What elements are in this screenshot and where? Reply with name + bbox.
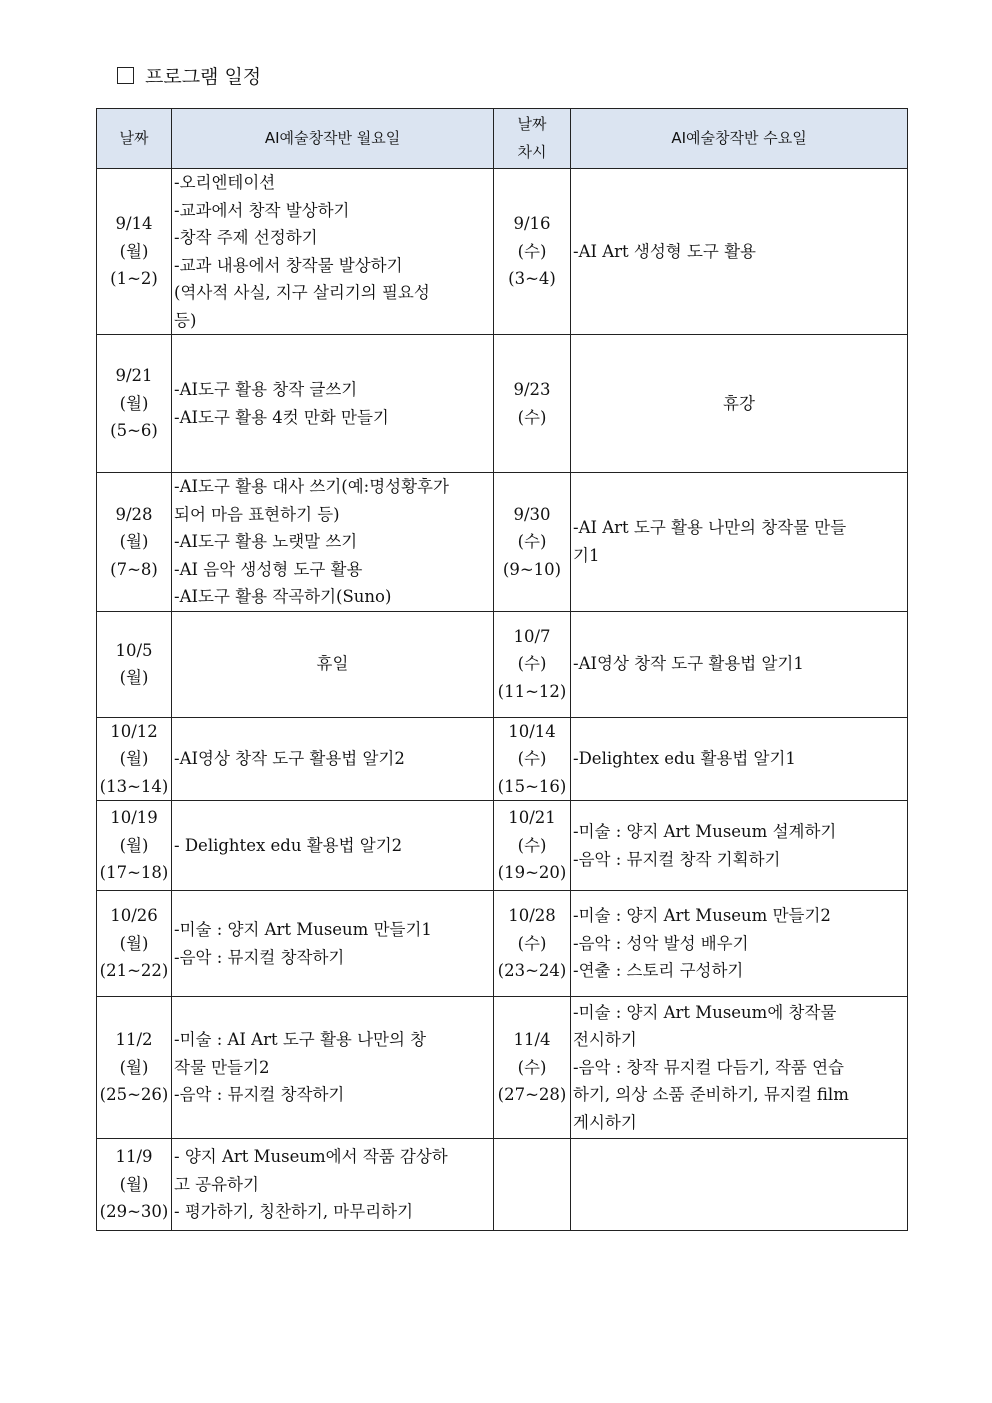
monday-content-cell-line: -음악 : 뮤지컬 창작하기 — [174, 1085, 345, 1105]
schedule-table — [96, 108, 908, 1231]
monday-date-cell-line: (월) — [119, 1057, 149, 1077]
wednesday-content-cell-line: 휴강 — [723, 393, 755, 413]
monday-date-cell — [97, 801, 172, 891]
monday-content-cell-line: -AI도구 활용 4컷 만화 만들기 — [174, 407, 389, 427]
wednesday-date-cell-line: (수) — [517, 532, 547, 551]
wednesday-date-cell-line: (11~12) — [497, 681, 567, 701]
wednesday-content-cell — [571, 169, 908, 335]
wednesday-content-cell — [571, 997, 908, 1139]
monday-content-cell-line: -AI영상 창작 도구 활용법 알기2 — [174, 749, 405, 768]
wednesday-content-cell — [571, 717, 908, 801]
wednesday-content-cell — [571, 801, 908, 891]
wednesday-date-cell — [494, 801, 571, 891]
monday-date-cell-line: (월) — [119, 668, 149, 687]
monday-date-cell — [97, 335, 172, 473]
monday-content-cell-line: -창작 주제 선정하기 — [174, 228, 318, 247]
table-row — [97, 473, 908, 612]
monday-date-cell-line: (25~26) — [99, 1085, 169, 1105]
wednesday-date-cell-line: (15~16) — [497, 776, 567, 796]
wednesday-content-cell-line: -음악 : 성악 발성 배우기 — [573, 933, 749, 953]
wednesday-date-cell-line: 9/30 — [513, 504, 551, 524]
wednesday-date-cell-line: 10/14 — [508, 721, 556, 741]
table-row — [97, 891, 908, 997]
wednesday-content-cell — [571, 335, 908, 473]
table-row — [97, 717, 908, 801]
monday-content-cell-line: 작물 만들기2 — [174, 1057, 270, 1077]
monday-date-cell-line: 9/14 — [115, 214, 153, 234]
wednesday-date-cell-line: (수) — [517, 407, 547, 427]
wednesday-date-cell-line: 10/28 — [508, 906, 556, 926]
wednesday-date-cell-line: 9/16 — [513, 214, 551, 234]
monday-content-cell-line: - 양지 Art Museum에서 작품 감상하 — [174, 1147, 448, 1167]
monday-date-cell-line: 9/28 — [115, 504, 153, 524]
monday-content-cell-line: -오리엔테이션 — [174, 173, 276, 192]
monday-content-cell-line: -미술 : 양지 Art Museum 만들기1 — [174, 920, 432, 939]
wednesday-content-cell-line: -AI Art 생성형 도구 활용 — [573, 241, 756, 261]
header-monday-class: AI예술창작반 월요일 — [172, 109, 494, 169]
monday-date-cell-line: (월) — [119, 532, 149, 551]
wednesday-content-cell-line: -미술 : 양지 Art Museum 만들기2 — [573, 906, 831, 926]
wednesday-date-cell — [494, 997, 571, 1139]
monday-content-cell-line: - Delightex edu 활용법 알기2 — [174, 835, 403, 855]
wednesday-content-cell-line: -AI영상 창작 도구 활용법 알기1 — [573, 654, 804, 674]
monday-date-cell — [97, 169, 172, 335]
checkbox-square-icon — [117, 67, 134, 84]
monday-content-cell-line: 휴일 — [316, 654, 349, 674]
wednesday-date-cell-line: (9~10) — [502, 559, 562, 579]
section-heading — [117, 62, 261, 89]
header-date-label: 날짜 — [517, 115, 547, 133]
wednesday-date-cell-line: (수) — [517, 835, 547, 855]
wednesday-date-cell — [494, 473, 571, 612]
header-date-mon: 날짜 — [97, 109, 172, 169]
monday-date-cell-line: (월) — [119, 835, 149, 855]
wednesday-date-cell-line: (수) — [517, 933, 547, 953]
wednesday-content-cell — [571, 1139, 908, 1231]
monday-content-cell — [172, 611, 494, 717]
monday-content-cell-line: -교과에서 창작 발상하기 — [174, 200, 350, 220]
monday-content-cell — [172, 891, 494, 997]
monday-date-cell-line: 11/9 — [115, 1147, 153, 1167]
monday-date-cell-line: 10/5 — [115, 640, 153, 660]
wednesday-date-cell — [494, 717, 571, 801]
monday-date-cell-line: (월) — [119, 393, 149, 413]
wednesday-content-cell — [571, 891, 908, 997]
wednesday-content-cell-line: -연출 : 스토리 구성하기 — [573, 961, 744, 981]
wednesday-content-cell-line: 게시하기 — [573, 1112, 637, 1132]
wednesday-content-cell-line: -미술 : 양지 Art Museum에 창작물 — [573, 1002, 837, 1022]
monday-content-cell-line: -음악 : 뮤지컬 창작하기 — [174, 947, 345, 967]
monday-content-cell-line: -AI 음악 생성형 도구 활용 — [174, 559, 363, 579]
monday-date-cell-line: (21~22) — [99, 961, 169, 981]
monday-content-cell-line: 등) — [174, 310, 197, 330]
wednesday-date-cell-line: 10/21 — [508, 808, 556, 828]
monday-content-cell-line: -AI도구 활용 대사 쓰기(예:명성황후가 — [174, 477, 449, 496]
monday-date-cell-line: 10/19 — [110, 808, 158, 828]
monday-content-cell-line: -AI도구 활용 창작 글쓰기 — [174, 380, 358, 399]
monday-content-cell-line: -교과 내용에서 창작물 발상하기 — [174, 255, 403, 275]
monday-content-cell-line: 되어 마음 표현하기 등) — [174, 504, 340, 524]
monday-content-cell-line: 고 공유하기 — [174, 1174, 259, 1194]
wednesday-content-cell-line: -AI Art 도구 활용 나만의 창작물 만들 — [573, 518, 847, 538]
wednesday-content-cell-line: -음악 : 창작 뮤지컬 다듬기, 작품 연습 — [573, 1057, 844, 1077]
monday-date-cell — [97, 611, 172, 717]
monday-date-cell-line: (5~6) — [110, 421, 158, 441]
table-row — [97, 997, 908, 1139]
header-date-session — [494, 109, 571, 169]
header-session-label: 차시 — [517, 142, 547, 161]
table-row — [97, 801, 908, 891]
monday-date-cell-line: (17~18) — [99, 863, 169, 883]
wednesday-date-cell-line: (27~28) — [497, 1085, 567, 1105]
wednesday-content-cell — [571, 611, 908, 717]
monday-content-cell-line: (역사적 사실, 지구 살리기의 필요성 — [174, 283, 430, 302]
monday-content-cell — [172, 473, 494, 612]
wednesday-date-cell — [494, 891, 571, 997]
monday-date-cell-line: (월) — [119, 1174, 149, 1194]
table-row — [97, 611, 908, 717]
wednesday-date-cell-line: 9/23 — [513, 380, 551, 399]
monday-date-cell-line: 11/2 — [115, 1030, 153, 1050]
monday-date-cell-line: 10/26 — [110, 906, 158, 926]
monday-date-cell-line: 10/12 — [110, 721, 158, 741]
monday-date-cell — [97, 1139, 172, 1231]
monday-content-cell — [172, 1139, 494, 1231]
table-row — [97, 169, 908, 335]
monday-content-cell — [172, 335, 494, 473]
monday-date-cell — [97, 717, 172, 801]
wednesday-date-cell — [494, 1139, 571, 1231]
wednesday-content-cell-line: 전시하기 — [573, 1030, 637, 1050]
monday-date-cell — [97, 997, 172, 1139]
wednesday-content-cell-line: 기1 — [573, 545, 600, 565]
table-row — [97, 1139, 908, 1231]
monday-content-cell — [172, 801, 494, 891]
monday-content-cell — [172, 169, 494, 335]
monday-date-cell-line: (13~14) — [99, 776, 169, 796]
wednesday-date-cell-line: (23~24) — [497, 961, 567, 981]
wednesday-date-cell — [494, 169, 571, 335]
wednesday-content-cell — [571, 473, 908, 612]
wednesday-date-cell-line: 10/7 — [513, 626, 551, 646]
wednesday-date-cell — [494, 611, 571, 717]
monday-date-cell-line: (월) — [119, 749, 149, 768]
monday-content-cell-line: -AI도구 활용 노랫말 쓰기 — [174, 532, 358, 551]
monday-date-cell-line: (7~8) — [110, 559, 158, 579]
monday-date-cell-line: (월) — [119, 933, 149, 953]
monday-content-cell-line: -미술 : AI Art 도구 활용 나만의 창 — [174, 1030, 427, 1050]
wednesday-content-cell-line: -미술 : 양지 Art Museum 설계하기 — [573, 822, 837, 841]
wednesday-date-cell-line: (19~20) — [497, 863, 567, 883]
table-row — [97, 335, 908, 473]
monday-content-cell — [172, 997, 494, 1139]
monday-content-cell-line: - 평가하기, 칭찬하기, 마무리하기 — [174, 1202, 414, 1222]
table-header-row — [97, 109, 908, 169]
monday-content-cell — [172, 717, 494, 801]
monday-date-cell — [97, 891, 172, 997]
monday-date-cell-line: (29~30) — [99, 1202, 169, 1222]
wednesday-date-cell-line: (수) — [517, 654, 547, 674]
wednesday-date-cell-line: (수) — [517, 1057, 547, 1077]
header-wednesday-class: AI예술창작반 수요일 — [571, 109, 908, 169]
monday-content-cell-line: -AI도구 활용 작곡하기(Suno) — [174, 587, 392, 606]
heading-text: 프로그램 일정 — [145, 66, 262, 88]
monday-date-cell — [97, 473, 172, 612]
monday-date-cell-line: (1~2) — [110, 269, 158, 289]
monday-date-cell-line: (월) — [119, 241, 149, 261]
wednesday-date-cell-line: (수) — [517, 749, 547, 768]
wednesday-date-cell-line: (수) — [517, 241, 547, 261]
wednesday-date-cell — [494, 335, 571, 473]
wednesday-content-cell-line: -Delightex edu 활용법 알기1 — [573, 749, 796, 768]
wednesday-content-cell-line: -음악 : 뮤지컬 창작 기획하기 — [573, 849, 781, 869]
wednesday-content-cell-line: 하기, 의상 소품 준비하기, 뮤지컬 film — [573, 1085, 849, 1105]
wednesday-date-cell-line: (3~4) — [508, 269, 556, 289]
wednesday-date-cell-line: 11/4 — [513, 1030, 551, 1050]
monday-date-cell-line: 9/21 — [115, 366, 153, 386]
